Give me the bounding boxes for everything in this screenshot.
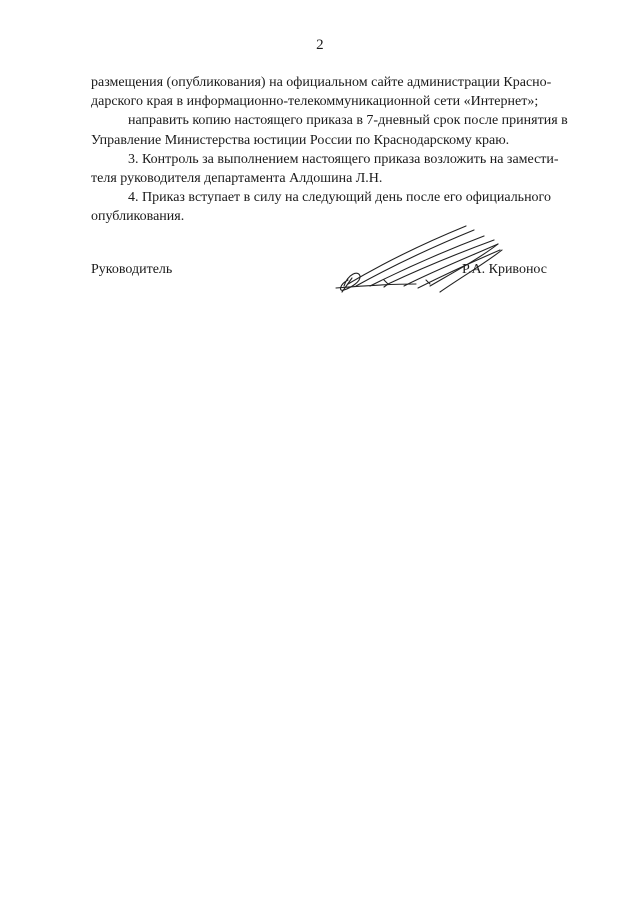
paragraph-4-line-1: 4. Приказ вступает в силу на следующий день после его официального [128, 190, 551, 206]
page-number: 2 [316, 37, 324, 53]
signatory-title: Руководитель [91, 262, 173, 277]
handwritten-signature-icon [330, 214, 510, 298]
document-body [91, 73, 568, 227]
paragraph-3-line-1: 3. Контроль за выполнением настоящего приказа возложить на замести- [128, 151, 559, 167]
paragraph-4-line-2: опубликования. [91, 209, 185, 225]
paragraph-3-line-2: теля руководителя департамента Алдошина Л.Н. [91, 171, 383, 187]
paragraph-2-line-2: Управление Министерства юстиции России по Краснодарскому краю. [91, 132, 510, 148]
paragraph-1-line-2: дарского края в информационно-телекоммуникационной сети «Интернет»; [91, 94, 539, 110]
signatory-name: Р.А. Кривонос [461, 262, 547, 277]
paragraph-2-line-1: направить копию настоящего приказа в 7-дневный срок после принятия в [128, 113, 568, 129]
paragraph-1-line-1: размещения (опубликования) на официальном сайте администрации Красно- [91, 75, 552, 90]
